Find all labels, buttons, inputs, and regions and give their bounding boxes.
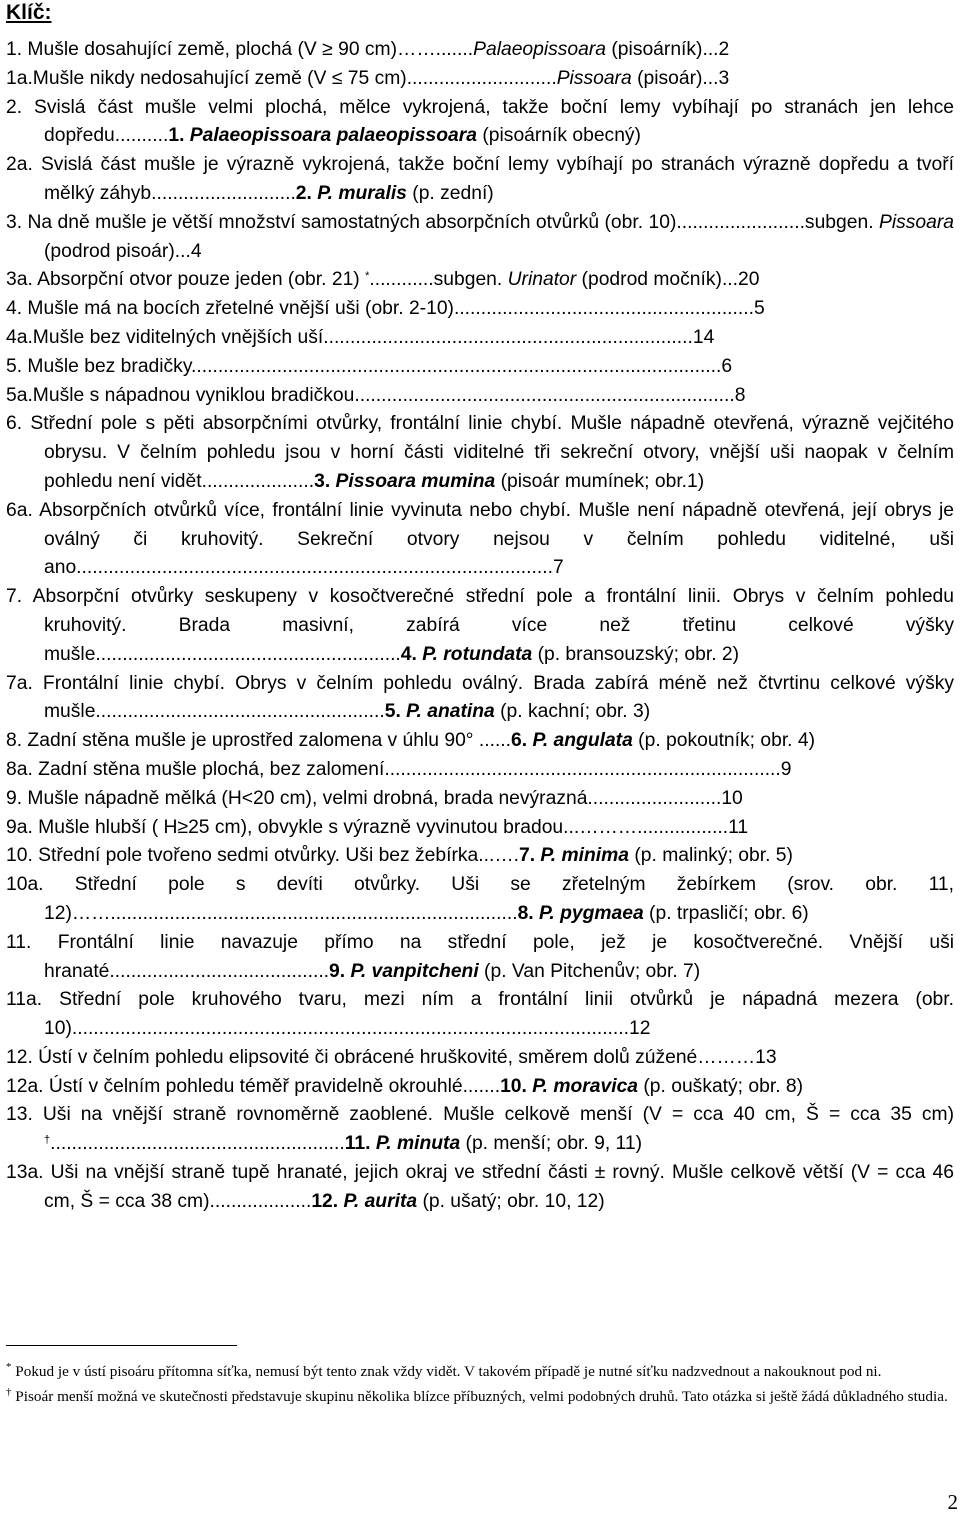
entry-text: 5a.Mušle s nápadnou vyniklou bradičkou.......................................................................8 xyxy=(6,384,746,406)
entry-text: ≥ xyxy=(322,39,333,60)
footnote-mark: * xyxy=(365,270,370,283)
entry-text: 10a. Střední pole s devíti otvůrky. Uši se zřetelným žebírkem (srov. obr. 11, 12)……............................................................................ xyxy=(6,874,954,924)
entry-text: 10. xyxy=(500,1075,533,1097)
key-entry-4a xyxy=(6,324,954,353)
entry-text: (p. malinký; obr. 5) xyxy=(629,845,793,867)
entry-text: P. pygmaea xyxy=(539,902,644,924)
entry-text: 75 cm)............................ xyxy=(342,67,557,89)
entry-text: P. minima xyxy=(540,845,629,867)
entry-text: 1. Mušle dosahující země, plochá (V xyxy=(6,39,323,60)
footnote xyxy=(6,1385,954,1410)
entry-text: P. muralis xyxy=(317,182,407,204)
entry-text: ............subgen. xyxy=(369,269,508,291)
key-entry-6a xyxy=(6,497,954,583)
entry-text: P. minuta xyxy=(375,1133,461,1155)
entry-text: (p. Van Pitchenův; obr. 7) xyxy=(478,960,701,982)
key-entry-10 xyxy=(6,842,954,871)
key-entry-7a xyxy=(6,670,954,728)
entry-text: P. moravica xyxy=(532,1075,639,1097)
key-entry-12 xyxy=(6,1044,954,1073)
footnote-mark: † xyxy=(6,1385,12,1398)
entry-text: (p. kachní; obr. 3) xyxy=(494,701,651,723)
entry-text: ≥ xyxy=(177,816,189,838)
key-entry-2a xyxy=(6,151,954,209)
key-entry-2 xyxy=(6,94,954,152)
footnote-mark: † xyxy=(44,1134,51,1147)
entry-text: 7. xyxy=(518,845,541,867)
footnote-text: Pisoár menší možná ve skutečnosti představuje skupinu několika blízce příbuzných, velmi podobných druhů. Tato otázka si ještě žádá důkladného studia. xyxy=(11,1387,948,1405)
entry-text: 2. Svislá část mušle velmi plochá, mělce vykrojená, takže boční lemy vybíhají po stranách jen lehce dopředu.......... xyxy=(6,96,954,147)
entry-text: 10. Střední pole tvořeno sedmi otvůrky. Uši bez žebírka...…. xyxy=(6,845,519,867)
entry-text: (pisoárník)...2 xyxy=(606,39,730,60)
entry-text: 11a. Střední pole kruhového tvaru, mezi ním a frontální linii otvůrků je nápadná mezera (obr. 10)........................................................................................................12 xyxy=(6,989,954,1040)
footnotes xyxy=(6,1360,954,1410)
entry-text: 4. xyxy=(400,643,423,665)
key-entry-13 xyxy=(6,1101,954,1159)
key-entry-6 xyxy=(6,410,954,496)
entry-text: P. aurita xyxy=(343,1190,418,1212)
key-entry-9 xyxy=(6,785,954,814)
entry-text: (podrod močník)...20 xyxy=(576,269,760,291)
page-number: 2 xyxy=(947,1490,958,1514)
entry-text: 11. Frontální linie navazuje přímo na střední pole, jež je kosočtverečné. Vnější uši hranaté......................................... xyxy=(6,931,954,982)
key-entry-1a xyxy=(6,65,954,94)
entry-text: 9. Mušle nápadně mělká (H<20 cm), velmi drobná, brada nevýrazná.........................10 xyxy=(6,787,743,809)
entry-text: 5. xyxy=(384,701,407,723)
entry-text: (p. menší; obr. 9, 11) xyxy=(460,1133,642,1155)
entry-text: 3. Na dně mušle je větší množství samostatných absorpčních otvůrků (obr. 10)........................subgen. xyxy=(6,211,879,233)
page-title: Klíč: xyxy=(6,1,52,24)
key-entry-12a xyxy=(6,1073,954,1102)
entry-text: 4. Mušle má na bocích zřetelné vnější uši (obr. 2-10)........................................................5 xyxy=(6,298,765,320)
entry-text: 6a. Absorpčních otvůrků více, frontální linie vyvinuta nebo chybí. Mušle není nápadně otevřená, její obrys je oválný či kruhovitý. Sekreční otvory nejsou v čelním pohledu viditelné, uši ano.........................................................................................7 xyxy=(6,499,954,579)
entry-text: 12. Ústí v čelním pohledu elipsovité či obrácené hruškovité, směrem dolů zúžené………13 xyxy=(6,1046,777,1068)
entry-text: (p. ouškatý; obr. 8) xyxy=(638,1075,804,1097)
entry-text: 5. Mušle bez bradičky...................................................................................................6 xyxy=(6,355,733,377)
entry-text: 3a. Absorpční otvor pouze jeden (obr. 21) xyxy=(6,269,366,291)
entry-text: ≤ xyxy=(331,67,343,89)
entry-text: P. angulata xyxy=(532,730,633,752)
entry-text: 2. xyxy=(295,182,318,204)
entry-text: 90 cm)……....... xyxy=(332,39,474,60)
key-entry-10a xyxy=(6,871,954,929)
key-entry-3a xyxy=(6,266,954,295)
key-entry-9a xyxy=(6,814,954,843)
key-entry-4 xyxy=(6,295,954,324)
key-entry-13a xyxy=(6,1159,954,1217)
key-entry-11 xyxy=(6,929,954,987)
key-entry-1 xyxy=(6,36,954,65)
entry-text: Palaeopissoara palaeopissoara xyxy=(189,125,478,147)
key-entry-7 xyxy=(6,583,954,669)
entry-text: 7a. Frontální linie chybí. Obrys v čelním pohledu oválný. Brada zabírá méně než čtvrtinu celkové výšky mušle...................................................... xyxy=(6,672,954,723)
entry-text: 8a. Zadní stěna mušle plochá, bez zalomení..........................................................................9 xyxy=(6,758,792,780)
entry-text: (p. ušatý; obr. 10, 12) xyxy=(417,1190,605,1212)
entry-text: 12. xyxy=(311,1190,344,1212)
entry-text: 8. xyxy=(517,902,539,924)
key-entry-3 xyxy=(6,209,954,267)
entry-text: 4a.Mušle bez viditelných vnějších uší.....................................................................14 xyxy=(6,326,715,348)
entry-text: (pisoár)...3 xyxy=(631,67,730,89)
entry-text: 3. xyxy=(314,470,336,492)
entry-text: 13a. Uši na vnější straně tupě hranaté, jejich okraj ve střední části ± rovný. Mušle celkově větší (V = cca 46 cm, Š = cca 38 cm)................... xyxy=(6,1162,954,1212)
entry-text: (pisoár mumínek; obr.1) xyxy=(495,470,705,492)
entry-text: 2a. Svislá část mušle je výrazně vykrojená, takže boční lemy vybíhají po stranách výrazně dopředu a tvoří mělký záhyb........................... xyxy=(6,154,954,204)
entry-text: P. anatina xyxy=(406,701,495,723)
entry-text: 12a. Ústí v čelním pohledu téměř pravidelně okrouhlé....... xyxy=(6,1075,501,1097)
entry-text: (p. pokoutník; obr. 4) xyxy=(632,730,816,752)
entry-text: (p. bransouzský; obr. 2) xyxy=(532,643,740,665)
entry-text: 1. xyxy=(168,125,190,147)
entry-text: 11. xyxy=(344,1133,376,1155)
entry-text: Pissoara mumina xyxy=(335,470,496,492)
entry-text: (p. trpasličí; obr. 6) xyxy=(643,902,809,924)
key-entry-8 xyxy=(6,727,954,756)
entry-text: (p. zední) xyxy=(406,182,494,204)
footnote-text: Pokud je v ústí pisoáru přítomna síťka, nemusí být tento znak vždy vidět. V takovém případě je nutné síťku nadzvednout a nakouknout pod ni. xyxy=(11,1363,882,1380)
entry-text: Pissoara xyxy=(878,211,954,233)
entry-text: 9a. Mušle hlubší ( H xyxy=(6,816,178,838)
footnote xyxy=(6,1360,954,1385)
entry-text: P. vanpitcheni xyxy=(350,960,479,982)
entry-text: ....................................................... xyxy=(50,1133,345,1155)
entry-text: 13. Uši na vnější straně rovnoměrně zaoblené. Mušle celkově menší (V = cca 40 cm, Š = cca 35 cm) xyxy=(6,1104,954,1126)
identification-key xyxy=(6,36,954,1217)
entry-text: (pisoárník obecný) xyxy=(477,125,641,147)
entry-text: (podrod pisoár)...4 xyxy=(44,240,202,262)
entry-text: 6. Střední pole s pěti absorpčními otvůrky, frontální linie chybí. Mušle nápadně otevřená, výrazně vejčitého obrysu. V čelním pohledu jsou v horní části viditelné tři sekreční otvory, vnější uši naopak v čelním pohledu není vidět..................... xyxy=(6,413,954,492)
entry-text: P. rotundata xyxy=(422,643,533,665)
entry-text: 1a.Mušle nikdy nedosahující země (V xyxy=(6,67,332,89)
key-entry-5 xyxy=(6,353,954,382)
entry-text: Urinator xyxy=(507,269,577,291)
footnote-divider xyxy=(6,1345,237,1346)
key-entry-11a xyxy=(6,986,954,1044)
entry-text: 8. Zadní stěna mušle je uprostřed zalomena v úhlu 90° ...... xyxy=(6,730,512,752)
entry-text: Palaeopissoara xyxy=(473,39,607,60)
key-entry-8a xyxy=(6,756,954,785)
entry-text: 7. Absorpční otvůrky seskupeny v kosočtverečné střední pole a frontální linii. Obrys v čelním pohledu kruhovitý. Brada masivní, zabírá více než třetinu celkové výšky mušle......................................................... xyxy=(6,586,954,665)
entry-text: 25 cm), obvykle s výrazně vyvinutou bradou...……….................11 xyxy=(188,816,749,838)
footnote-mark: * xyxy=(6,1361,12,1373)
entry-text: 6. xyxy=(511,730,533,752)
key-entry-5a xyxy=(6,382,954,411)
entry-text: Pissoara xyxy=(556,67,632,89)
entry-text: 9. xyxy=(329,960,351,982)
